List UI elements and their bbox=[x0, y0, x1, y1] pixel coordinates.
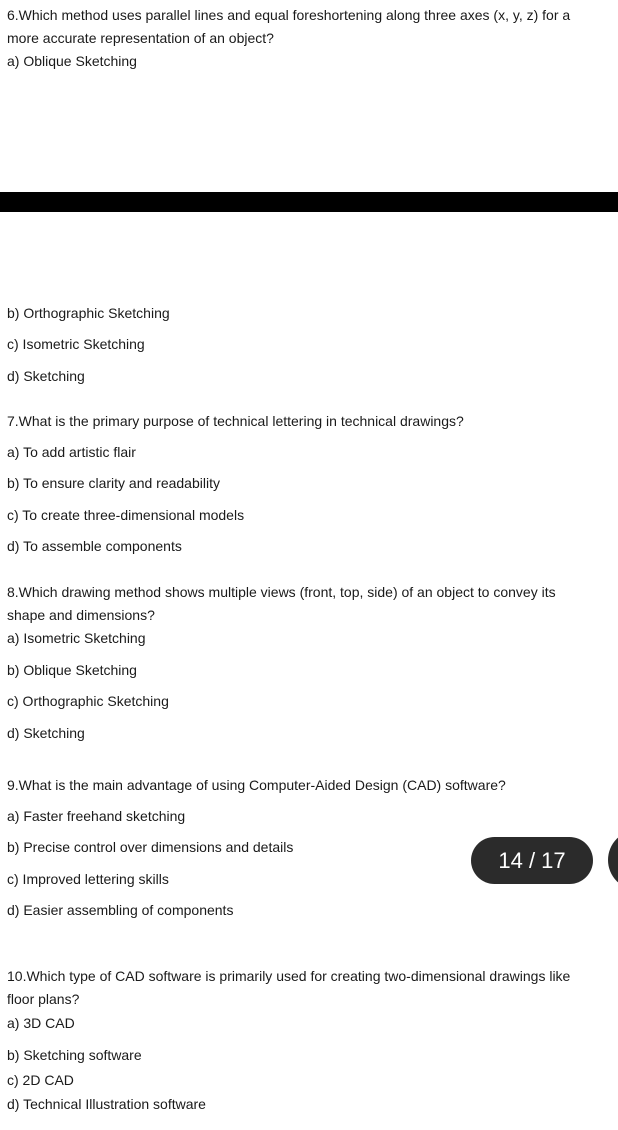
q6-option-c: c) Isometric Sketching bbox=[7, 336, 145, 352]
q7-option-c: c) To create three-dimensional models bbox=[7, 507, 245, 523]
q8-option-d: d) Sketching bbox=[7, 725, 85, 741]
q6-prompt-line2: more accurate representation of an object? bbox=[7, 30, 274, 46]
q10-option-d: d) Technical Illustration software bbox=[7, 1096, 206, 1112]
q8-option-b: b) Oblique Sketching bbox=[7, 662, 137, 678]
q8-option-c: c) Orthographic Sketching bbox=[7, 693, 169, 709]
q10-prompt-line2: floor plans? bbox=[7, 991, 80, 1007]
q7-option-d: d) To assemble components bbox=[7, 538, 182, 554]
q8-prompt-line2: shape and dimensions? bbox=[7, 607, 155, 623]
q9-option-d: d) Easier assembling of components bbox=[7, 902, 234, 918]
q6-option-b: b) Orthographic Sketching bbox=[7, 305, 170, 321]
page-indicator: 14 / 17 bbox=[471, 837, 593, 884]
q8-option-a: a) Isometric Sketching bbox=[7, 630, 146, 646]
q8-prompt-line1: 8.Which drawing method shows multiple views (front, top, side) of an object to convey its bbox=[7, 584, 556, 600]
q7-prompt: 7.What is the primary purpose of technical lettering in technical drawings? bbox=[7, 413, 464, 429]
q6-option-a: a) Oblique Sketching bbox=[7, 53, 137, 69]
q7-option-a: a) To add artistic flair bbox=[7, 444, 136, 460]
viewer-control-button[interactable] bbox=[608, 830, 618, 890]
q9-option-a: a) Faster freehand sketching bbox=[7, 808, 186, 824]
page-break-bar bbox=[0, 192, 618, 212]
q10-prompt-line1: 10.Which type of CAD software is primarily used for creating two-dimensional drawings like bbox=[7, 968, 571, 984]
q9-option-c: c) Improved lettering skills bbox=[7, 871, 169, 887]
q6-prompt-line1: 6.Which method uses parallel lines and equal foreshortening along three axes (x, y, z) for a bbox=[7, 7, 571, 23]
q7-option-b: b) To ensure clarity and readability bbox=[7, 475, 220, 491]
q6-option-d: d) Sketching bbox=[7, 368, 85, 384]
q9-option-b: b) Precise control over dimensions and details bbox=[7, 839, 294, 855]
q10-option-c: c) 2D CAD bbox=[7, 1072, 74, 1088]
q9-prompt: 9.What is the main advantage of using Computer-Aided Design (CAD) software? bbox=[7, 777, 506, 793]
q10-option-a: a) 3D CAD bbox=[7, 1015, 75, 1031]
q10-option-b: b) Sketching software bbox=[7, 1047, 142, 1063]
